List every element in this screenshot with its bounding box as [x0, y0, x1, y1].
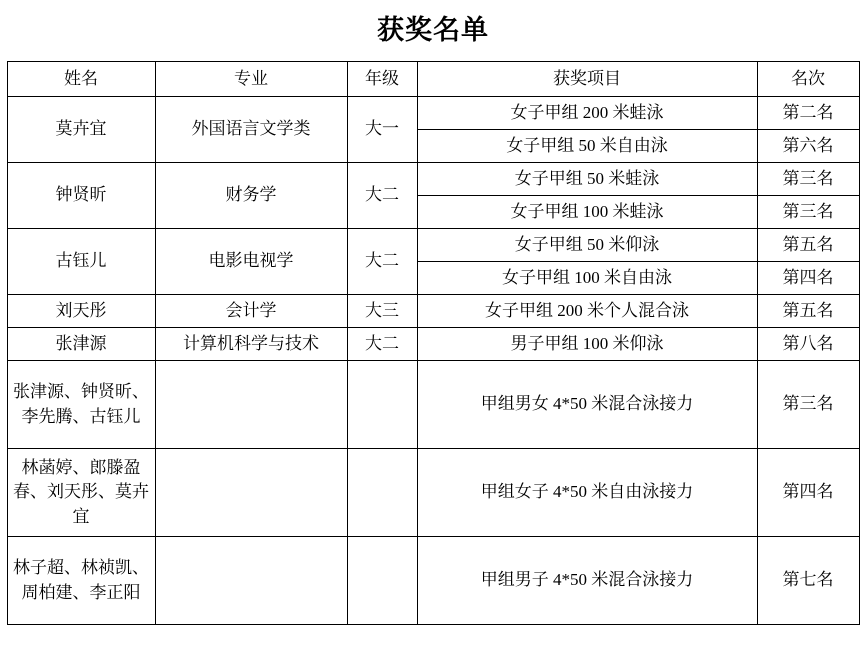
cell-rank: 第四名 [757, 449, 859, 537]
award-list-table [7, 61, 860, 625]
cell-event: 女子甲组 50 米自由泳 [417, 130, 757, 163]
cell-rank: 第七名 [757, 537, 859, 625]
column-header-grade: 年级 [347, 62, 417, 97]
table-row [7, 328, 859, 361]
cell-rank: 第五名 [757, 229, 859, 262]
cell-event: 男子甲组 100 米仰泳 [417, 328, 757, 361]
cell-event: 女子甲组 100 米自由泳 [417, 262, 757, 295]
page-title: 获奖名单 [377, 15, 489, 45]
cell-rank: 第五名 [757, 295, 859, 328]
table-row [7, 449, 859, 537]
table-row [7, 295, 859, 328]
cell-rank: 第三名 [757, 361, 859, 449]
cell-event: 甲组男女 4*50 米混合泳接力 [417, 361, 757, 449]
column-header-name: 姓名 [7, 62, 155, 97]
cell-event: 甲组男子 4*50 米混合泳接力 [417, 537, 757, 625]
cell-name: 林菡婷、郎滕盈春、刘天彤、莫卉宜 [7, 449, 155, 537]
cell-rank: 第四名 [757, 262, 859, 295]
cell-major: 外国语言文学类 [155, 97, 347, 163]
cell-grade: 大二 [347, 163, 417, 229]
document-page [0, 8, 866, 645]
cell-event: 女子甲组 200 米蛙泳 [417, 97, 757, 130]
cell-major [155, 449, 347, 537]
cell-major [155, 361, 347, 449]
column-header-rank: 名次 [757, 62, 859, 97]
table-header-row [7, 62, 859, 97]
cell-major: 计算机科学与技术 [155, 328, 347, 361]
cell-name: 刘天彤 [7, 295, 155, 328]
table-row [7, 163, 859, 196]
cell-rank: 第六名 [757, 130, 859, 163]
cell-event: 女子甲组 200 米个人混合泳 [417, 295, 757, 328]
cell-name: 莫卉宜 [7, 97, 155, 163]
cell-major [155, 537, 347, 625]
cell-grade [347, 361, 417, 449]
cell-event: 女子甲组 50 米蛙泳 [417, 163, 757, 196]
table-row [7, 361, 859, 449]
table-row [7, 229, 859, 262]
column-header-event: 获奖项目 [417, 62, 757, 97]
cell-grade: 大一 [347, 97, 417, 163]
cell-event: 甲组女子 4*50 米自由泳接力 [417, 449, 757, 537]
table-row [7, 97, 859, 130]
cell-major: 会计学 [155, 295, 347, 328]
cell-rank: 第二名 [757, 97, 859, 130]
cell-grade: 大二 [347, 328, 417, 361]
cell-rank: 第八名 [757, 328, 859, 361]
cell-event: 女子甲组 100 米蛙泳 [417, 196, 757, 229]
cell-name: 张津源、钟贤昕、李先腾、古钰儿 [7, 361, 155, 449]
cell-rank: 第三名 [757, 196, 859, 229]
cell-grade [347, 537, 417, 625]
cell-name: 林子超、林祯凯、周柏建、李正阳 [7, 537, 155, 625]
cell-major: 财务学 [155, 163, 347, 229]
cell-grade: 大二 [347, 229, 417, 295]
table-row [7, 537, 859, 625]
cell-major: 电影电视学 [155, 229, 347, 295]
cell-name: 张津源 [7, 328, 155, 361]
cell-grade [347, 449, 417, 537]
cell-name: 古钰儿 [7, 229, 155, 295]
column-header-major: 专业 [155, 62, 347, 97]
cell-event: 女子甲组 50 米仰泳 [417, 229, 757, 262]
cell-name: 钟贤昕 [7, 163, 155, 229]
cell-grade: 大三 [347, 295, 417, 328]
cell-rank: 第三名 [757, 163, 859, 196]
